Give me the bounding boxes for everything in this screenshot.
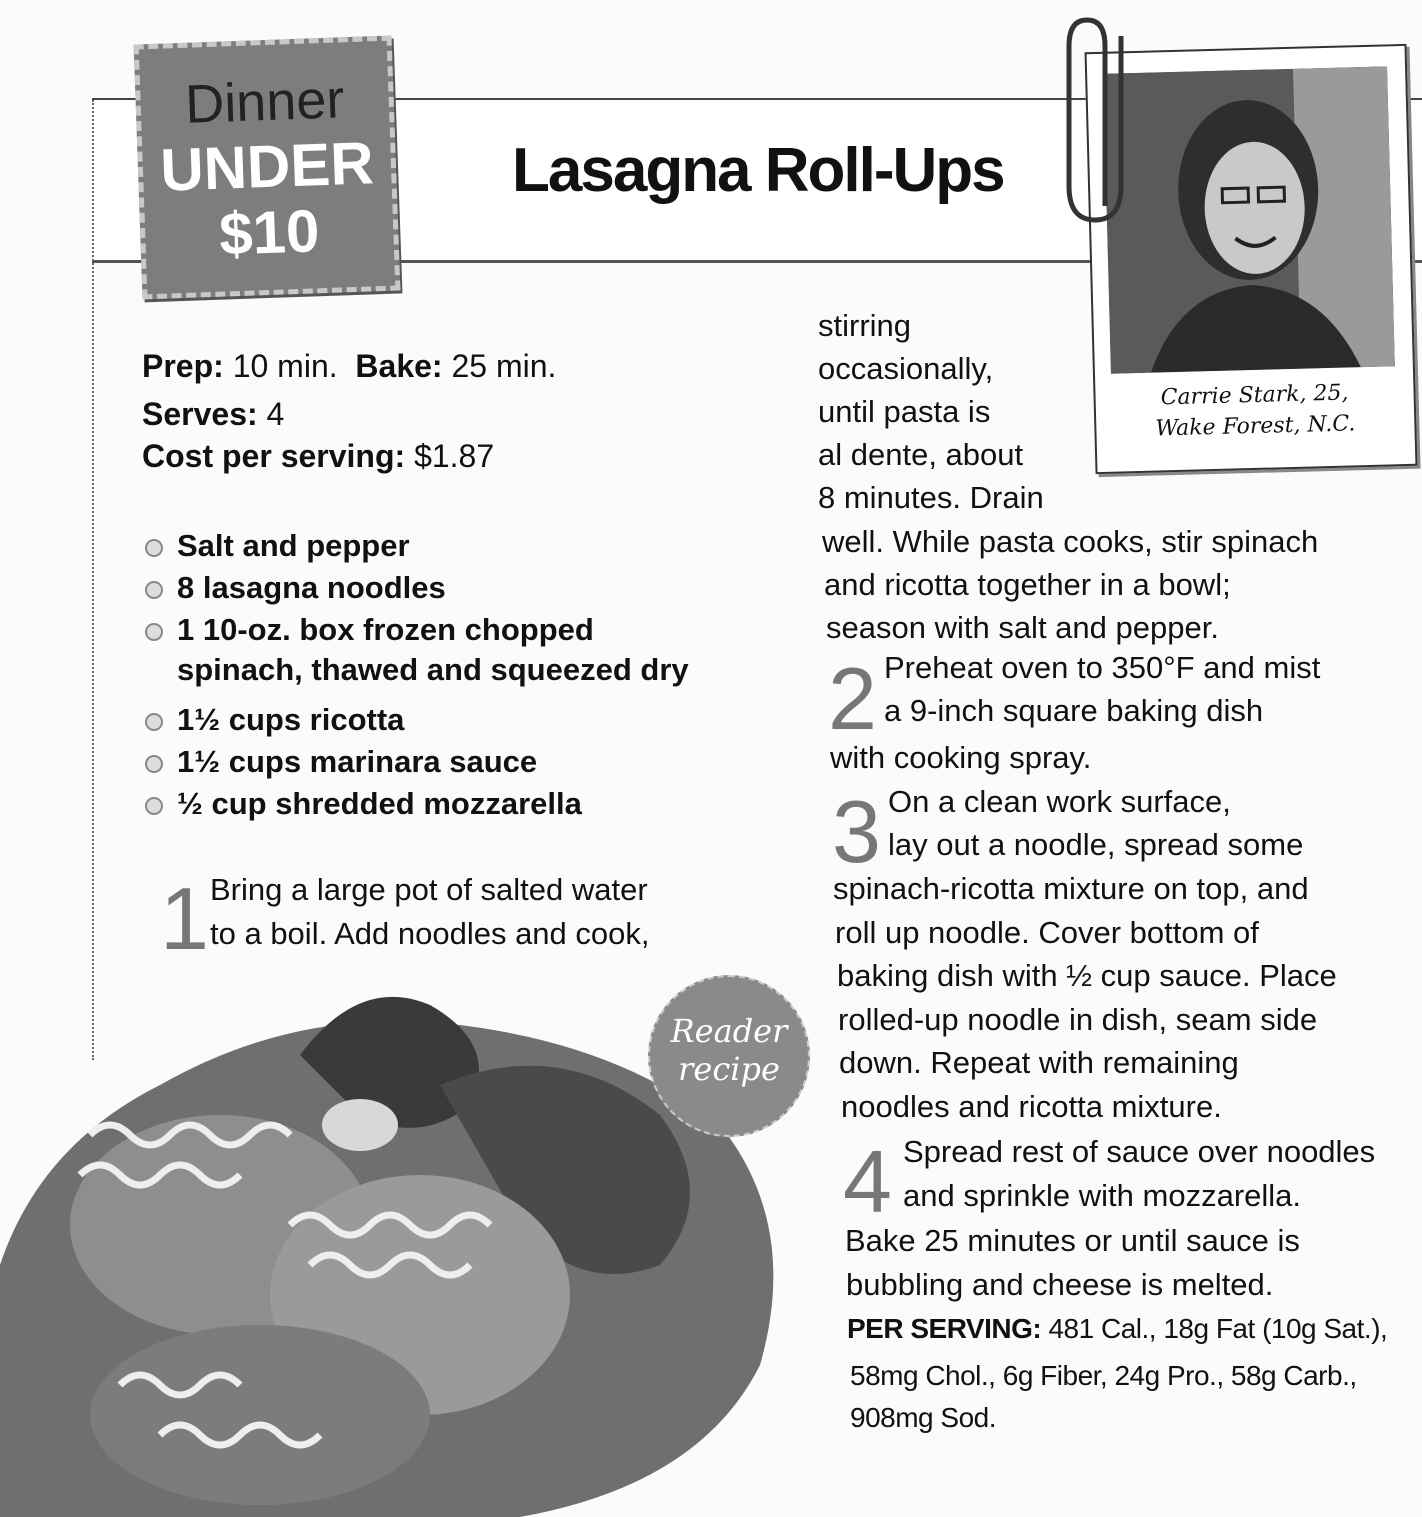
step-1-cont-line: al dente, about — [818, 437, 1024, 472]
step-3-number: 3 — [832, 782, 881, 881]
reader-recipe-badge — [648, 975, 810, 1137]
bullet-icon — [145, 623, 163, 641]
nutrition-label: PER SERVING: — [847, 1313, 1042, 1344]
badge-line-2: UNDER — [159, 129, 375, 204]
prep-label: Prep: — [142, 348, 224, 384]
cost-line — [142, 440, 494, 472]
left-rule — [92, 100, 94, 1060]
step-1-cont-line: 8 minutes. Drain — [818, 480, 1044, 515]
ingredient-item: 1½ cups ricotta — [145, 704, 404, 735]
step-1-cont-line: occasionally, — [818, 351, 994, 386]
step-1-cont-line: until pasta is — [818, 394, 991, 429]
prep-value: 10 min. — [232, 348, 338, 384]
step-3-line: On a clean work surface, — [888, 784, 1231, 819]
photo-caption-location: Wake Forest, N.C. — [1155, 411, 1356, 442]
reader-badge-line-1: Reader — [670, 1012, 788, 1050]
paperclip-icon — [1055, 6, 1135, 236]
badge-line-3: $10 — [218, 197, 321, 268]
bake-value: 25 min. — [451, 348, 557, 384]
step-3-line: lay out a noodle, spread some — [888, 827, 1304, 862]
recipe-title: Lasagna Roll-Ups — [512, 136, 1004, 205]
step-1-cont-line: stirring — [818, 308, 912, 343]
step-2-line: with cooking spray. — [830, 740, 1092, 775]
step-1-cont-line: well. While pasta cooks, stir spinach — [822, 524, 1319, 559]
step-3-line: spinach-ricotta mixture on top, and — [833, 871, 1309, 906]
step-4-number: 4 — [843, 1132, 892, 1231]
contributor-photo — [1103, 66, 1395, 373]
portrait-illustration — [1103, 66, 1395, 373]
step-1-line: to a boil. Add noodles and cook, — [210, 916, 650, 951]
bullet-icon — [145, 713, 163, 731]
dinner-under-10-badge — [134, 36, 401, 300]
step-4-line: Bake 25 minutes or until sauce is — [845, 1223, 1300, 1258]
serves-value: 4 — [266, 396, 285, 432]
nutrition-line-2: 58mg Chol., 6g Fiber, 24g Pro., 58g Carb., — [850, 1360, 1357, 1391]
serves-label: Serves: — [142, 396, 258, 432]
ingredient-item: 1½ cups marinara sauce — [145, 746, 537, 777]
cost-label: Cost per serving: — [142, 438, 406, 474]
ingredient-item-continued: spinach, thawed and squeezed dry — [177, 652, 689, 687]
bake-label: Bake: — [355, 348, 443, 384]
step-4-line: and sprinkle with mozzarella. — [903, 1178, 1302, 1213]
bullet-icon — [145, 755, 163, 773]
step-2-line: a 9-inch square baking dish — [884, 693, 1264, 728]
nutrition-line-1 — [847, 1315, 1387, 1343]
step-1-number: 1 — [160, 869, 209, 968]
ingredient-item: Salt and pepper — [145, 530, 410, 561]
badge-line-1: Dinner — [184, 69, 346, 135]
step-2-number: 2 — [828, 649, 877, 748]
step-3-line: roll up noodle. Cover bottom of — [835, 915, 1259, 950]
bullet-icon — [145, 797, 163, 815]
prep-bake-line — [142, 350, 556, 382]
step-4-line: Spread rest of sauce over noodles — [903, 1134, 1376, 1169]
step-1-line: Bring a large pot of salted water — [210, 872, 648, 907]
reader-badge-line-2: recipe — [678, 1050, 780, 1088]
step-4-line: bubbling and cheese is melted. — [846, 1267, 1274, 1302]
step-3-line: down. Repeat with remaining — [839, 1045, 1239, 1080]
ingredient-item: 8 lasagna noodles — [145, 572, 446, 603]
step-2-line: Preheat oven to 350°F and mist — [884, 650, 1321, 685]
step-3-line: baking dish with ½ cup sauce. Place — [837, 958, 1337, 993]
cost-value: $1.87 — [414, 438, 495, 474]
step-3-line: rolled-up noodle in dish, seam side — [838, 1002, 1318, 1037]
serves-line — [142, 398, 284, 430]
bullet-icon — [145, 539, 163, 557]
step-1-cont-line: season with salt and pepper. — [826, 610, 1219, 645]
nutrition-line-3: 908mg Sod. — [850, 1402, 996, 1433]
ingredient-item: ½ cup shredded mozzarella — [145, 788, 582, 819]
step-1-cont-line: and ricotta together in a bowl; — [824, 567, 1231, 602]
step-3-line: noodles and ricotta mixture. — [841, 1089, 1222, 1124]
bullet-icon — [145, 581, 163, 599]
ingredient-item: 1 10-oz. box frozen chopped — [145, 614, 594, 645]
photo-caption-name: Carrie Stark, 25, — [1160, 380, 1349, 411]
nutrition-values-1: 481 Cal., 18g Fat (10g Sat.), — [1048, 1313, 1388, 1344]
